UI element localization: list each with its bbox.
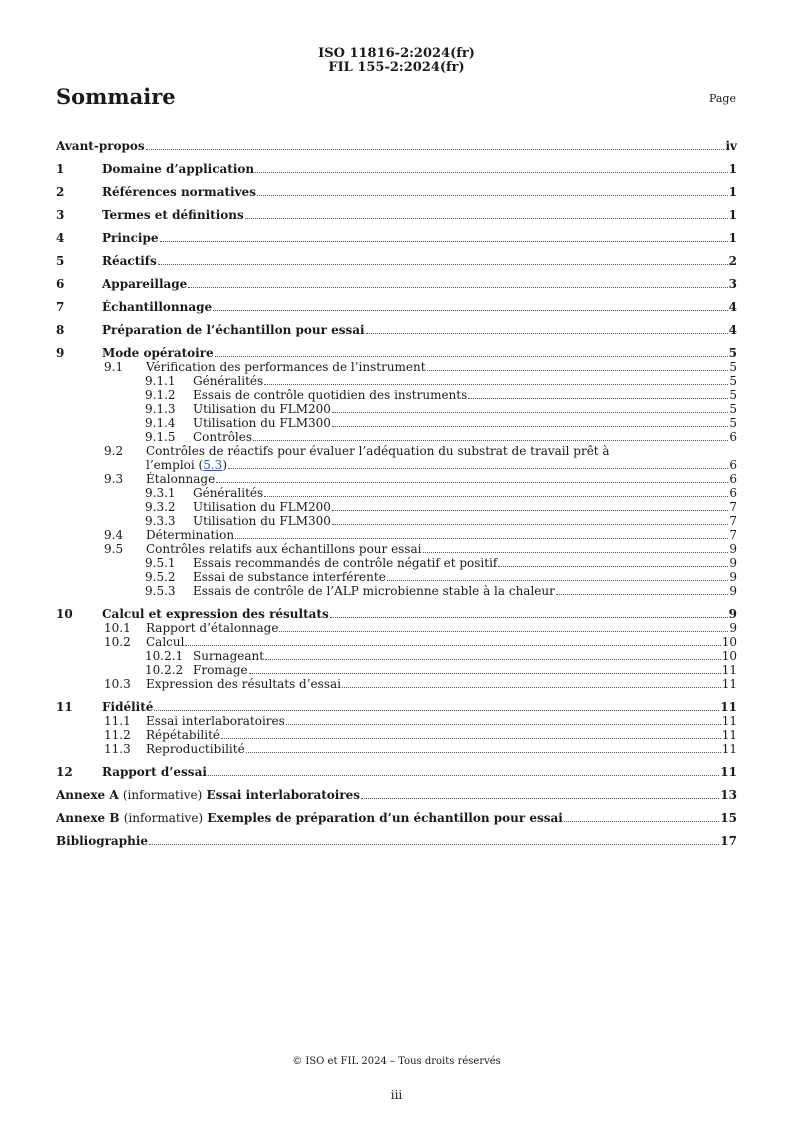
toc-entry[interactable] [56, 300, 737, 314]
toc-entry-number: 10 [56, 607, 73, 621]
toc-entry[interactable] [56, 677, 737, 691]
annex-label [56, 788, 360, 802]
toc-entry-title: Essai de substance interférente [193, 570, 386, 584]
dot-leader [286, 724, 721, 725]
toc-entry-number: 4 [56, 231, 65, 245]
toc-entry-page: 4 [728, 300, 737, 314]
toc-entry-page: 5 [729, 388, 737, 402]
toc-entry-number: 9.1.1 [145, 374, 176, 388]
annex-id: Annexe B [56, 811, 120, 825]
toc-entry-number: 9 [56, 346, 65, 360]
dot-leader [185, 645, 720, 646]
toc-entry-page: 11 [721, 677, 737, 691]
dot-leader [221, 738, 721, 739]
toc-entry-page: 11 [720, 765, 737, 779]
dot-leader [215, 356, 728, 357]
dot-leader [332, 412, 728, 413]
dot-leader [556, 594, 728, 595]
toc-entry-title-tail [146, 458, 227, 472]
toc-entry-number: 11.2 [104, 728, 131, 742]
toc-entry-number: 12 [56, 765, 73, 779]
dot-leader [249, 673, 721, 674]
toc-entry[interactable] [56, 607, 737, 621]
toc-entry-page: 9 [729, 556, 737, 570]
toc-entry[interactable] [56, 162, 737, 176]
dot-leader [366, 333, 728, 334]
toc-entry-number: 9.1.4 [145, 416, 176, 430]
toc-entry-title: Utilisation du FLM300 [193, 514, 331, 528]
toc-entry[interactable] [56, 542, 737, 556]
toc-entry-page: 13 [720, 788, 737, 802]
toc-entry[interactable] [56, 811, 737, 825]
dot-leader [216, 482, 728, 483]
toc-entry-body [146, 444, 737, 472]
toc-entry[interactable] [56, 742, 737, 756]
dot-leader [253, 440, 728, 441]
page-title: Sommaire [56, 84, 176, 109]
toc-entry-title: Principe [102, 231, 159, 245]
toc-entry-page: 9 [729, 584, 737, 598]
toc-entry-title-line2 [146, 458, 737, 472]
dot-leader [264, 496, 728, 497]
toc-entry-number: 3 [56, 208, 65, 222]
toc-entry[interactable] [56, 500, 737, 514]
annex-label [56, 811, 563, 825]
toc-entry-title: Mode opératoire [102, 346, 214, 360]
dot-leader [246, 752, 721, 753]
toc-entry[interactable] [56, 635, 737, 649]
toc-entry-page: 11 [721, 728, 737, 742]
toc-entry-page: 6 [729, 472, 737, 486]
toc-entry-title: Contrôles relatifs aux échantillons pour essai [146, 542, 422, 556]
toc-entry-title: Exemples de préparation d’un échantillon pour essai [207, 811, 563, 825]
toc-entry-page: 11 [721, 663, 737, 677]
toc-entry-page: 10 [721, 649, 737, 663]
toc-entry-title: Contrôles [193, 430, 253, 444]
toc-entry-number: 9.4 [104, 528, 124, 542]
toc-entry-title-line1: Contrôles de réactifs pour évaluer l’adéquation du substrat de travail prêt à [146, 444, 610, 458]
toc-entry-number: 9.1.5 [145, 430, 176, 444]
dot-leader [498, 566, 728, 567]
toc-entry-title: Préparation de l’échantillon pour essai [102, 323, 365, 337]
toc-entry[interactable] [56, 765, 737, 779]
toc-entry-page: 3 [728, 277, 737, 291]
toc-entry-title: Utilisation du FLM300 [193, 416, 331, 430]
toc-entry-number: 5 [56, 254, 65, 268]
toc-entry-title: Références normatives [102, 185, 256, 199]
toc-entry-title: Avant-propos [56, 139, 145, 153]
toc-entry-number: 10.2.2 [145, 663, 184, 677]
header-fil-number: FIL 155-2:2024(fr) [328, 60, 465, 75]
toc-entry-page: 10 [721, 635, 737, 649]
dot-leader [332, 524, 728, 525]
toc-entry-page: 9 [728, 607, 737, 621]
dot-leader [146, 149, 725, 150]
toc-entry-number: 9.3.3 [145, 514, 176, 528]
toc-entry[interactable] [56, 788, 737, 802]
toc-entry[interactable] [56, 528, 737, 542]
dot-leader [255, 172, 728, 173]
toc-entry-title: Termes et définitions [102, 208, 244, 222]
dot-leader [154, 710, 719, 711]
toc-entry[interactable] [56, 728, 737, 742]
toc-entry[interactable] [56, 834, 737, 848]
title-suffix: ) [222, 458, 227, 472]
toc-entry-title: Rapport d’étalonnage [146, 621, 279, 635]
toc-entry-page: 2 [728, 254, 737, 268]
toc-entry-title: Essais recommandés de contrôle négatif et positif [193, 556, 498, 570]
page-number: iii [390, 1088, 403, 1102]
toc-entry-title: Fromage [193, 663, 248, 677]
toc-entry-page: 17 [720, 834, 737, 848]
header-iso-number: ISO 11816-2:2024(fr) [318, 46, 475, 61]
annex-id: Annexe A [56, 788, 119, 802]
dot-leader [265, 659, 721, 660]
page-column-label: Page [708, 92, 736, 105]
toc-entry-page: 7 [729, 514, 737, 528]
toc-entry-number: 10.1 [104, 621, 131, 635]
annex-type: (informative) [122, 788, 203, 802]
toc-entry-title: Essai interlaboratoires [146, 714, 285, 728]
toc-entry[interactable] [56, 444, 737, 472]
toc-entry-page: 11 [720, 700, 737, 714]
toc-entry-number: 9.1 [104, 360, 124, 374]
dot-leader [564, 821, 719, 822]
toc-entry-number: 9.5 [104, 542, 124, 556]
toc-entry-title: Domaine d’application [102, 162, 255, 176]
toc-entry-page: 6 [729, 486, 737, 500]
toc-entry-page: 9 [729, 621, 737, 635]
toc-entry-page: 5 [728, 346, 737, 360]
toc-entry-title: Utilisation du FLM200 [193, 500, 331, 514]
annex-type: (informative) [123, 811, 204, 825]
toc-entry-page: 5 [729, 374, 737, 388]
toc-entry-number: 9.5.1 [145, 556, 176, 570]
toc-entry-number: 7 [56, 300, 65, 314]
toc-entry-number: 9.3 [104, 472, 124, 486]
toc-entry[interactable] [56, 208, 737, 222]
toc-entry-number: 8 [56, 323, 65, 337]
dot-leader [213, 310, 727, 311]
dot-leader [427, 370, 729, 371]
toc-entry-page: 11 [721, 742, 737, 756]
toc-entry-number: 2 [56, 185, 65, 199]
dot-leader [332, 510, 728, 511]
dot-leader [188, 287, 727, 288]
dot-leader [149, 844, 719, 845]
toc-entry[interactable] [56, 323, 737, 337]
toc-entry-title: Expression des résultats d’essai [146, 677, 341, 691]
toc-entry[interactable] [56, 714, 737, 728]
dot-leader [160, 241, 728, 242]
toc-entry-number: 9.5.3 [145, 584, 176, 598]
dot-leader [257, 195, 728, 196]
toc-entry-page: 7 [729, 500, 737, 514]
toc-entry[interactable] [56, 185, 737, 199]
toc-entry-number: 9.5.2 [145, 570, 176, 584]
toc-entry-title: Rapport d’essai [102, 765, 207, 779]
toc-entry-page: 1 [728, 162, 737, 176]
toc-entry-page: 1 [728, 208, 737, 222]
dot-leader [235, 538, 728, 539]
toc-entry-title: Fidélité [102, 700, 154, 714]
toc-entry-page: 15 [720, 811, 737, 825]
toc-entry-title: Essais de contrôle de l’ALP microbienne stable à la chaleur [193, 584, 555, 598]
toc-entry-title: Généralités [193, 486, 264, 500]
dot-leader [361, 798, 719, 799]
cross-reference-link[interactable]: 5.3 [203, 458, 223, 472]
toc-entry-page: 9 [729, 570, 737, 584]
toc-entry-number: 1 [56, 162, 65, 176]
toc-entry-page: 11 [721, 714, 737, 728]
toc-entry[interactable] [56, 430, 737, 444]
toc-entry-number: 9.1.2 [145, 388, 176, 402]
toc-entry-title: Répétabilité [146, 728, 221, 742]
dot-leader [228, 468, 728, 469]
toc-entry-title: Surnageant [193, 649, 265, 663]
dot-leader [264, 384, 728, 385]
toc-entry[interactable] [56, 277, 737, 291]
toc-entry-number: 6 [56, 277, 65, 291]
toc-entry-title: Vérification des performances de l’instrument [146, 360, 426, 374]
toc-entry[interactable] [56, 663, 737, 677]
toc-entry[interactable] [56, 486, 737, 500]
toc-entry-title: Reproductibilité [146, 742, 245, 756]
toc-entry-title: Appareillage [102, 277, 188, 291]
toc-entry-title: Étalonnage [146, 472, 216, 486]
dot-leader [468, 398, 728, 399]
toc-entry[interactable] [56, 514, 737, 528]
toc-entry-page: 4 [728, 323, 737, 337]
toc-entry-number: 10.2 [104, 635, 131, 649]
toc-entry-page: 5 [729, 360, 737, 374]
dot-leader [208, 775, 719, 776]
toc-entry-number: 11 [56, 700, 73, 714]
toc-entry-number: 10.3 [104, 677, 131, 691]
toc-entry-page: 5 [729, 402, 737, 416]
toc-entry-page: iv [725, 139, 737, 153]
toc-entry[interactable] [56, 472, 737, 486]
toc-entry-title: Utilisation du FLM200 [193, 402, 331, 416]
dot-leader [387, 580, 729, 581]
toc-entry[interactable] [56, 139, 737, 153]
toc-entry-number: 11.3 [104, 742, 131, 756]
toc-entry-title: Calcul et expression des résultats [102, 607, 329, 621]
toc-entry-number: 9.3.1 [145, 486, 176, 500]
toc-entry-page: 6 [729, 458, 737, 472]
toc-entry-title: Généralités [193, 374, 264, 388]
toc-entry[interactable] [56, 374, 737, 388]
toc-entry-title: Essais de contrôle quotidien des instruments [193, 388, 468, 402]
toc-entry[interactable] [56, 621, 737, 635]
toc-entry-title: Calcul [146, 635, 185, 649]
toc-entry-page: 7 [729, 528, 737, 542]
dot-leader [330, 617, 728, 618]
toc-entry[interactable] [56, 346, 737, 360]
dot-leader [279, 631, 728, 632]
toc-entry-title: Essai interlaboratoires [206, 788, 361, 802]
toc-entry-page: 1 [728, 185, 737, 199]
toc-entry-number: 9.3.2 [145, 500, 176, 514]
toc-entry-page: 6 [729, 430, 737, 444]
table-of-contents [56, 130, 737, 848]
toc-entry[interactable] [56, 700, 737, 714]
toc-entry[interactable] [56, 231, 737, 245]
toc-entry[interactable] [56, 584, 737, 598]
toc-entry[interactable] [56, 556, 737, 570]
toc-entry[interactable] [56, 388, 737, 402]
dot-leader [423, 552, 729, 553]
toc-entry-title: Détermination [146, 528, 235, 542]
toc-entry[interactable] [56, 402, 737, 416]
document-header [0, 47, 793, 75]
toc-entry-page: 9 [729, 542, 737, 556]
toc-entry-title: Échantillonnage [102, 300, 213, 314]
toc-entry-title: Réactifs [102, 254, 157, 268]
toc-entry[interactable] [56, 360, 737, 374]
title-prefix: l’emploi ( [146, 458, 204, 472]
toc-entry-page: 1 [728, 231, 737, 245]
toc-entry[interactable] [56, 416, 737, 430]
toc-entry[interactable] [56, 254, 737, 268]
toc-entry[interactable] [56, 570, 737, 584]
dot-leader [332, 426, 728, 427]
toc-entry-number: 9.1.3 [145, 402, 176, 416]
toc-entry-page: 5 [729, 416, 737, 430]
toc-entry-number: 9.2 [104, 444, 124, 458]
dot-leader [158, 264, 728, 265]
toc-entry-number: 10.2.1 [145, 649, 184, 663]
dot-leader [342, 687, 721, 688]
toc-entry-number: 11.1 [104, 714, 131, 728]
dot-leader [245, 218, 728, 219]
copyright-footer: © ISO et FIL 2024 – Tous droits réservés [292, 1056, 501, 1067]
toc-entry[interactable] [56, 649, 737, 663]
toc-entry-title: Bibliographie [56, 834, 149, 848]
